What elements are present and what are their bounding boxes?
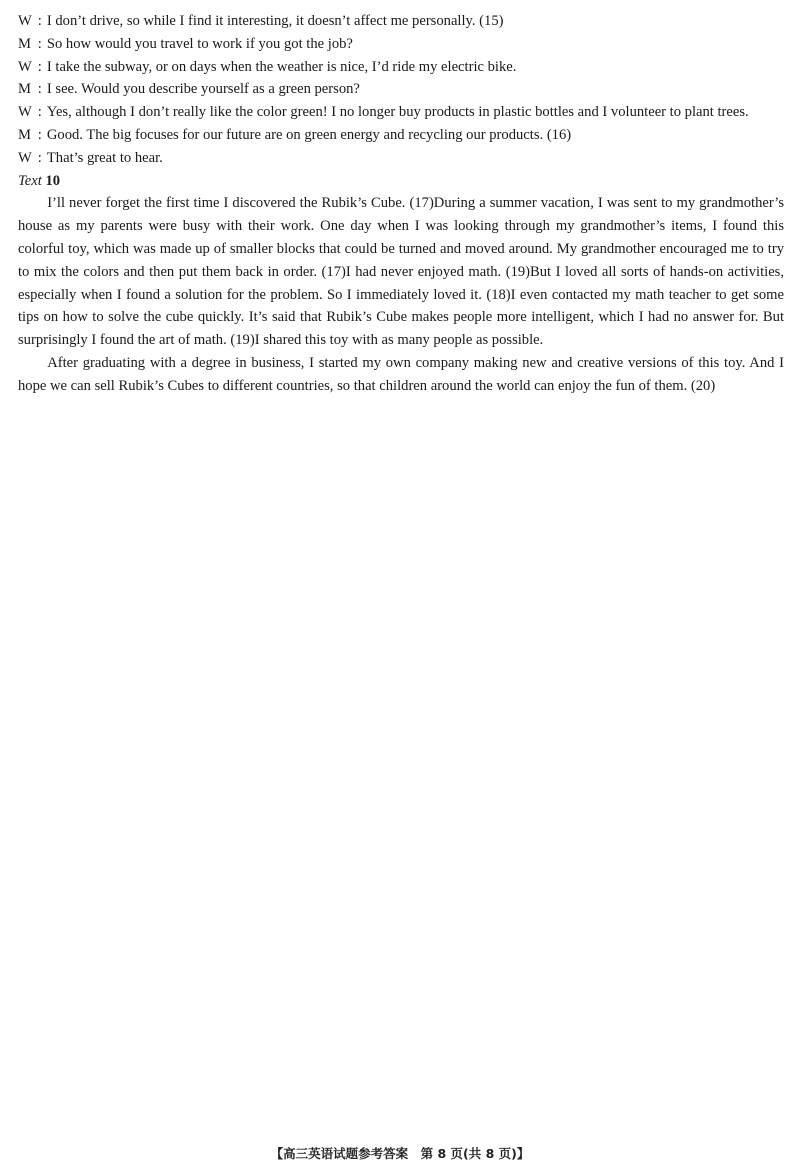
dialogue-line <box>18 56 784 79</box>
speaker-label: W <box>18 13 32 29</box>
dialogue <box>18 10 784 170</box>
passage-paragraph: I’ll never forget the first time I discovered the Rubik’s Cube. (17)During a summer vacation, I was sent to my grandmother’s house as my parents were busy with their work. One day when I was looking through my grandmother’s items, I found this colorful toy, which was made up of smaller blocks that could be turned and moved around. My grandmother encouraged me to try to mix the colors and then put them back in order. (17)I had never enjoyed math. (19)But I loved all sorts of hands-on activities, especially when I found a solution for the problem. So I immediately loved it. (18)I even contacted my math teacher to get some tips on how to solve the cube quickly. It’s said that Rubik’s Cube makes people more intelligent, which I had no answer for. But surprisingly I found the art of math. (19)I shared this toy with as many people as possible. <box>18 195 784 349</box>
speaker-label: W <box>18 58 32 75</box>
document-page <box>18 10 784 398</box>
dialogue-line <box>18 101 784 124</box>
dialogue-text: Good. The big focuses for our future are on green energy and recycling our products. (16) <box>46 126 572 143</box>
dialogue-line <box>18 124 784 147</box>
section-heading-number: 10 <box>45 172 61 189</box>
dialogue-text: I see. Would you describe yourself as a green person? <box>46 81 360 98</box>
dialogue-line <box>18 78 784 101</box>
dialogue-text: I don’t drive, so while I find it interesting, it doesn’t affect me personally. (15) <box>46 13 504 29</box>
speaker-colon: : <box>37 81 42 98</box>
speaker-colon: : <box>37 149 42 166</box>
speaker-colon: : <box>37 13 42 29</box>
speaker-label: M <box>18 35 31 52</box>
speaker-label: M <box>18 126 31 143</box>
passage-paragraph: After graduating with a degree in business, I started my own company making new and creative versions of this toy. And I hope we can sell Rubik’s Cubes to different countries, so that children around the world can enjoy the fun of them. (20) <box>18 354 784 394</box>
dialogue-line <box>18 10 784 33</box>
dialogue-text: That’s great to hear. <box>46 149 163 166</box>
dialogue-text: Yes, although I don’t really like the color green! I no longer buy products in plastic bottles and I volunteer to plant trees. <box>46 104 749 121</box>
section-heading-label: Text <box>18 172 42 189</box>
dialogue-text: I take the subway, or on days when the weather is nice, I’d ride my electric bike. <box>46 58 517 75</box>
speaker-colon: : <box>37 104 42 121</box>
speaker-label: W <box>18 104 32 121</box>
speaker-colon: : <box>37 35 42 52</box>
dialogue-text: So how would you travel to work if you got the job? <box>46 35 353 52</box>
dialogue-line <box>18 147 784 170</box>
speaker-colon: : <box>37 126 42 143</box>
speaker-colon: : <box>37 58 42 75</box>
speaker-label: M <box>18 81 31 98</box>
speaker-label: W <box>18 149 32 166</box>
page-footer: 【高三英语试题参考答案 第 8 页(共 8 页)】 <box>270 1146 530 1161</box>
dialogue-line <box>18 33 784 56</box>
section-heading <box>18 170 784 193</box>
